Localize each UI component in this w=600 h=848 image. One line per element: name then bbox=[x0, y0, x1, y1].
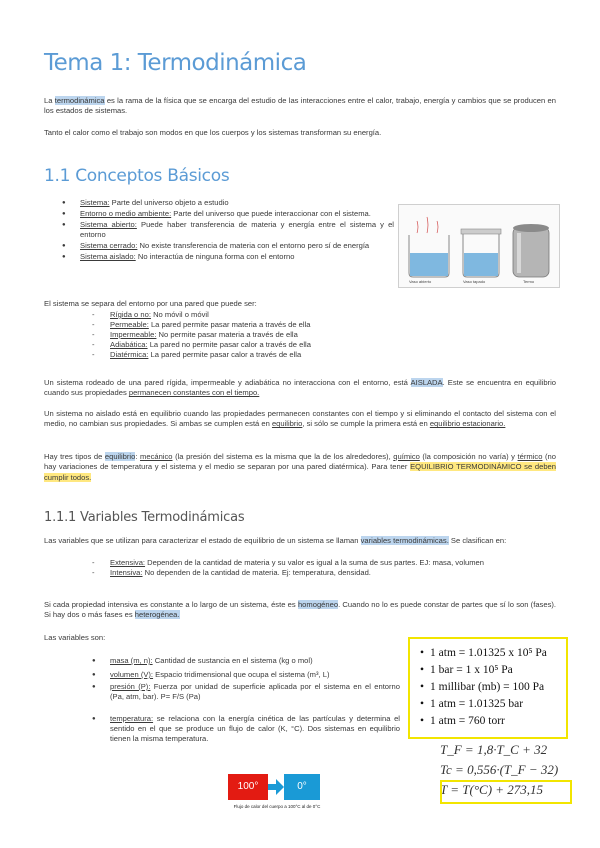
text-run: (la composición no varía) y bbox=[419, 452, 518, 461]
list-item bbox=[92, 558, 552, 568]
kelvin-formula-highlight bbox=[440, 780, 572, 804]
list-item bbox=[44, 220, 394, 240]
highlight-term: equilibrio bbox=[104, 452, 136, 461]
definition: Fuerza por unidad de superficie aplicada por el sistema en el entorno (Pa, atm, bar). P= F/S (Pa) bbox=[110, 682, 401, 701]
unit-equivalence: • 1 millibar (mb) = 100 Pa bbox=[420, 679, 566, 696]
term: masa (m, n): bbox=[110, 656, 153, 665]
formula: T_F = 1,8·T_C + 32 bbox=[440, 742, 548, 757]
term: Adiabática: bbox=[110, 340, 148, 349]
term: temperatura: bbox=[110, 714, 154, 723]
open-beaker-icon bbox=[409, 217, 449, 277]
definition: La pared permite pasar materia a través de ella bbox=[148, 320, 311, 329]
hot-body-box: 100° bbox=[228, 774, 268, 800]
text-run: (no hay variaciones de temperatura y el sistema y el medio se separan por una pared diatérmica). Para tener bbox=[44, 452, 556, 472]
highlight-term: AISLADA bbox=[410, 378, 443, 387]
term: Sistema cerrado: bbox=[80, 241, 138, 250]
page-title: Tema 1: Termodinámica bbox=[44, 50, 307, 76]
term: Diatérmica: bbox=[110, 350, 149, 359]
text-run: Hay tres tipos de bbox=[44, 452, 105, 461]
highlight-term: termodinámica bbox=[54, 96, 105, 105]
definition: se relaciona con la energía cinética de las partículas y determina el sentido en el que se produce un flujo de calor (K, °C). Dos sistemas en equilibrio tienen la misma temperatura. bbox=[110, 714, 400, 743]
figure-label-open: Vaso abierto bbox=[409, 279, 432, 284]
unit-equivalence: • 1 atm = 760 torr bbox=[420, 713, 566, 730]
list-item bbox=[74, 714, 400, 744]
text-run: . Cuando no lo es puede constar de partes que sí lo son (fases). Si hay dos o más fases es bbox=[44, 600, 557, 620]
text-run: Las variables que se utilizan para caracterizar el estado de equilibrio de un sistema se llaman bbox=[44, 536, 361, 545]
definition: No interactúa de ninguna forma con el entorno bbox=[135, 252, 295, 261]
cold-body-box: 0° bbox=[284, 774, 320, 800]
term: Extensiva: bbox=[110, 558, 146, 567]
figure-label-closed: Vaso tapado bbox=[463, 279, 486, 284]
highlight-term: variables termodinámicas. bbox=[360, 536, 449, 545]
definition: No permite pasar materia a través de ella bbox=[156, 330, 298, 339]
underlined-text: equilibrio estacionario. bbox=[429, 419, 506, 429]
list-item bbox=[92, 340, 492, 350]
underlined-text: mecánico bbox=[140, 452, 173, 461]
section-heading-conceptos: 1.1 Conceptos Básicos bbox=[44, 166, 230, 186]
equilibrium-paragraph bbox=[44, 409, 556, 430]
definition: La pared permite pasar calor a través de ella bbox=[148, 350, 302, 359]
arrow-right-icon bbox=[268, 778, 284, 796]
highlight-term: homogéneo bbox=[297, 600, 339, 609]
term: Impermeable: bbox=[110, 330, 157, 339]
formula: T = T(°C) + 273,15 bbox=[440, 782, 544, 797]
definition: No dependen de la cantidad de materia. Ej: temperatura, densidad. bbox=[142, 568, 371, 577]
intro-paragraph-1 bbox=[44, 96, 556, 117]
term: Entorno o medio ambiente: bbox=[80, 209, 172, 218]
term: presión (P): bbox=[110, 682, 151, 691]
figure-label-thermos: Termo bbox=[523, 279, 535, 284]
section-heading-variables: 1.1.1 Variables Termodinámicas bbox=[44, 510, 245, 525]
text-run: , si sólo se cumple la primera está en bbox=[302, 419, 430, 429]
underlined-text: permanecen constantes con el tiempo. bbox=[128, 388, 260, 398]
highlight-term: heterogénea. bbox=[134, 610, 180, 620]
equilibrium-types-paragraph bbox=[44, 452, 556, 483]
term: Sistema abierto: bbox=[80, 220, 137, 229]
text-run: (la presión del sistema es la misma que la de los alrededores), bbox=[172, 452, 394, 461]
list-item bbox=[92, 310, 492, 320]
system-types-figure bbox=[398, 204, 560, 288]
definition: No existe transferencia de materia con el entorno pero sí de energía bbox=[137, 241, 370, 250]
definition: Espacio tridimensional que ocupa el sistema (m³, L) bbox=[153, 670, 330, 679]
underlined-text: térmico bbox=[517, 452, 543, 461]
underlined-text: equilibrio bbox=[271, 419, 303, 429]
thermos-icon bbox=[513, 224, 549, 277]
underlined-text: químico bbox=[393, 452, 420, 461]
list-item bbox=[44, 252, 394, 262]
variables-label: Las variables son: bbox=[44, 633, 106, 642]
list-item bbox=[74, 682, 400, 702]
text-run: Un sistema no aislado está en equilibrio cuando las propiedades permanecen constantes con el tiempo y si eliminando el contacto del sistema con el medio, no cambian sus propiedades. Si ambas se cumplen está en bbox=[44, 409, 556, 429]
definition: Cantidad de sustancia en el sistema (kg o mol) bbox=[152, 656, 313, 665]
definition: Dependen de la cantidad de materia y su valor es igual a la suma de sus partes. EJ: masa, volumen bbox=[145, 558, 484, 567]
definition: No móvil o móvil bbox=[150, 310, 209, 319]
list-item bbox=[92, 320, 492, 330]
definition: Puede haber transferencia de materia y energía entre el sistema y el entorno bbox=[80, 220, 394, 239]
list-item bbox=[44, 198, 394, 208]
list-item bbox=[92, 330, 492, 340]
variables-list bbox=[74, 656, 400, 745]
term: Permeable: bbox=[110, 320, 149, 329]
text-run: es la rama de la física que se encarga del estudio de las interacciones entre el calor, trabajo, energía y cambios que se producen en los estados de sistemas. bbox=[44, 96, 556, 116]
variables-intro-paragraph bbox=[44, 536, 556, 546]
text-run: Un sistema rodeado de una pared rígida, impermeable y adiabática no interacciona con el entorno, está bbox=[44, 378, 411, 387]
term: volumen (V): bbox=[110, 670, 154, 679]
intro-paragraph-2: Tanto el calor como el trabajo son modos en que los cuerpos y los sistemas transforman su energía. bbox=[44, 128, 382, 137]
definition: Parte del universo objeto a estudio bbox=[109, 198, 229, 207]
highlight-term: EQUILIBRIO TERMODINÁMICO se deben cumplir todos. bbox=[44, 462, 557, 482]
text-run: . Este se encuentra en equilibrio cuando sus propiedades bbox=[44, 378, 556, 398]
text-run: La bbox=[44, 96, 55, 105]
term: Sistema: bbox=[80, 198, 110, 207]
term: Intensiva: bbox=[110, 568, 143, 577]
text-run: Se clasifican en: bbox=[448, 536, 507, 545]
heat-flow-caption: Flujo de calor del cuerpo a 100°C al de 0°C bbox=[233, 804, 321, 809]
variable-kinds-list bbox=[92, 558, 552, 578]
text-run: : bbox=[135, 452, 141, 461]
list-item bbox=[92, 568, 552, 578]
unit-equivalence: • 1 atm = 1.01325 x 10⁵ Pa bbox=[420, 645, 566, 662]
containers-illustration bbox=[399, 205, 559, 287]
list-item bbox=[44, 209, 394, 219]
closed-beaker-icon bbox=[461, 229, 501, 277]
term: Sistema aislado: bbox=[80, 252, 136, 261]
list-item bbox=[44, 241, 394, 251]
list-item bbox=[74, 656, 400, 666]
text-run: Si cada propiedad intensiva es constante a lo largo de un sistema, éste es bbox=[44, 600, 298, 609]
list-item bbox=[74, 670, 400, 680]
formula: Tc = 0,556·(T_F − 32) bbox=[440, 762, 559, 777]
walls-list bbox=[92, 310, 492, 360]
isolated-paragraph bbox=[44, 378, 556, 399]
definition: La pared no permite pasar calor a través de ella bbox=[147, 340, 311, 349]
unit-equivalence: • 1 atm = 1.01325 bar bbox=[420, 696, 566, 713]
list-item bbox=[92, 350, 492, 360]
homogeneous-paragraph bbox=[44, 600, 556, 621]
walls-intro: El sistema se separa del entorno por una pared que puede ser: bbox=[44, 299, 257, 308]
definition: Parte del universo que puede interaccionar con el sistema. bbox=[171, 209, 371, 218]
unit-equivalence: • 1 bar = 1 x 10⁵ Pa bbox=[420, 662, 566, 679]
concepts-list bbox=[44, 198, 394, 263]
units-list bbox=[410, 645, 566, 730]
term: Rígida o no: bbox=[110, 310, 151, 319]
pressure-units-box bbox=[408, 637, 568, 739]
